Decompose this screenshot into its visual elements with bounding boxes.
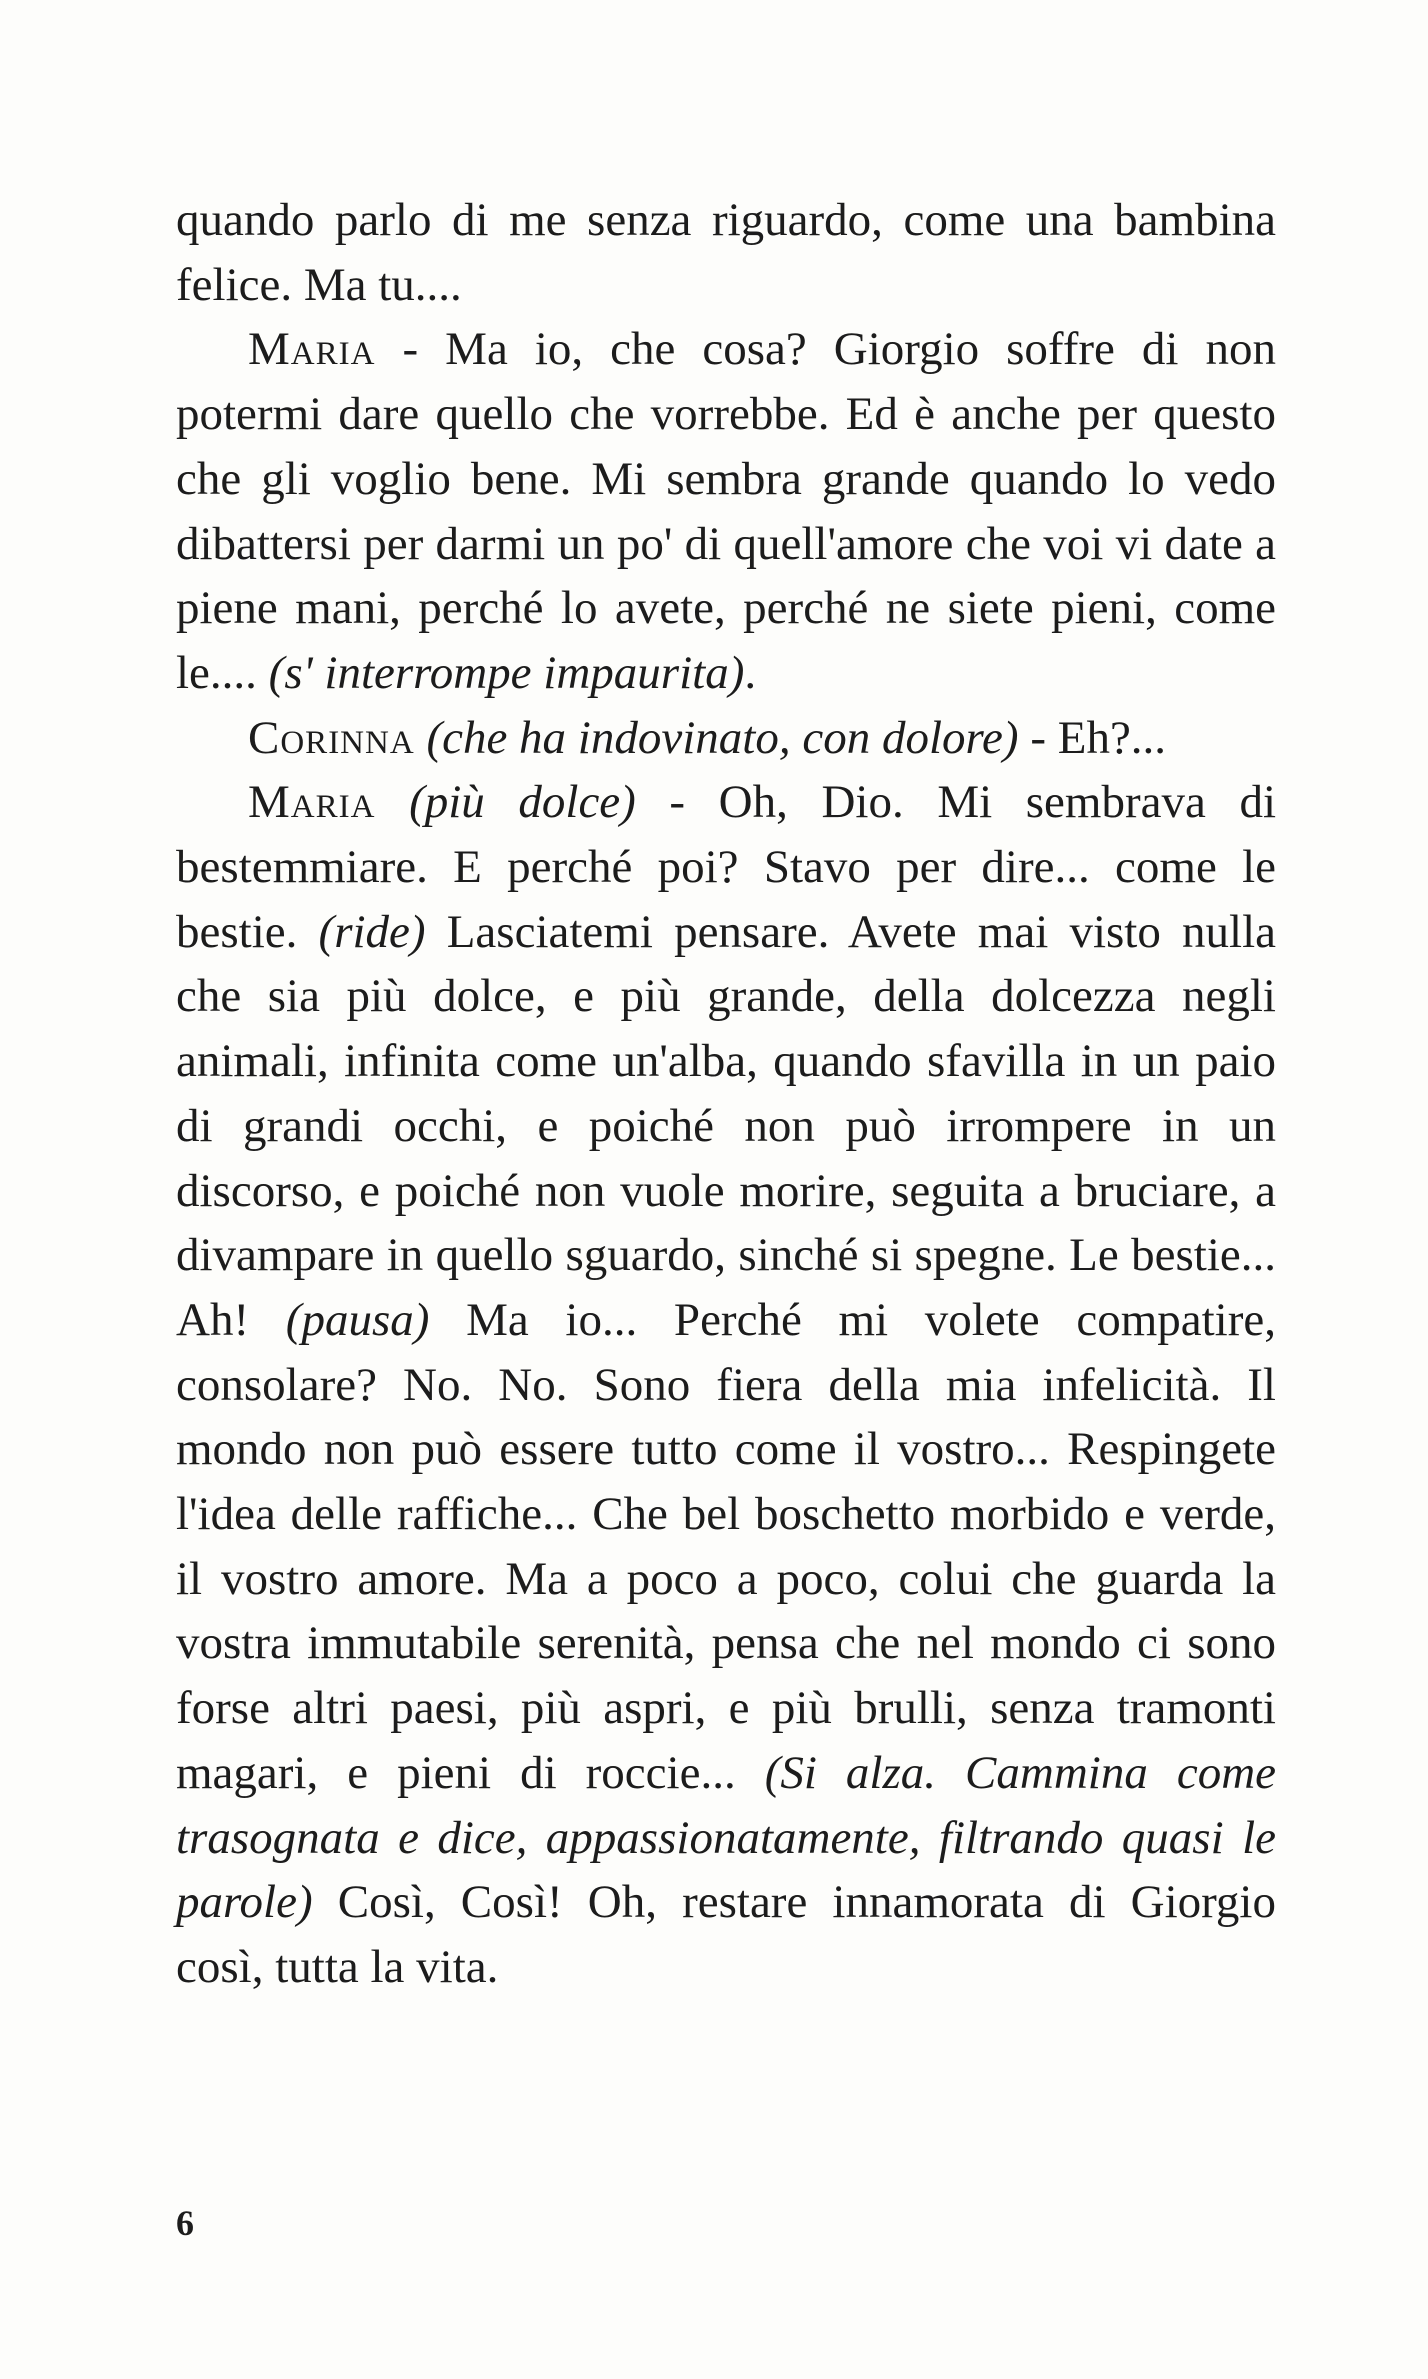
stage-direction: (che ha indovinato, con dolore) — [426, 711, 1019, 764]
dialogue-text: - Eh?... — [1018, 711, 1167, 764]
stage-direction: (più dolce) — [409, 776, 636, 829]
page-text — [176, 188, 1276, 2000]
paragraph — [176, 317, 1276, 705]
page-number: 6 — [176, 2203, 194, 2243]
stage-direction: (s' interrompe impaurita) — [268, 646, 745, 699]
dialogue-text — [375, 776, 409, 828]
stage-direction: (Si alza. Cammina come trasognata e dice, appassionatamente, filtrando quasi le parole) — [176, 1746, 1276, 1929]
dialogue-text: quando parlo di me senza riguardo, come una bambina felice. Ma tu.... — [176, 194, 1276, 311]
dialogue-text — [415, 712, 427, 764]
paragraph — [176, 770, 1276, 1999]
paragraph — [176, 188, 1276, 317]
dialogue-text: - Ma io, che cosa? Giorgio soffre di non potermi dare quello che vorrebbe. Ed è anche per questo che gli voglio bene. Mi sembra grande quando lo vedo dibattersi per darmi un po' di quell'amore che voi vi date a piene mani, perché lo avete, perché ne siete pieni, come le.... — [176, 323, 1276, 699]
paragraph — [176, 706, 1276, 771]
dialogue-text: - Oh, Dio. Mi sembrava di bestemmiare. E perché poi? Stavo per dire... come le bestie. — [176, 776, 1277, 958]
dialogue-text: Lasciatemi pensare. Avete mai visto nulla che sia più dolce, e più grande, della dolcezza negli animali, infinita come un'alba, quando sfavilla in un paio di grandi occhi, e poiché non può irrompere in un discorso, e poiché non vuole morire, seguita a bruciare, a divampare in quello sguardo, sinché si spegne. Le bestie... Ah! — [176, 905, 1276, 1346]
dialogue-text: Così, Così! Oh, restare innamorata di Giorgio così, tutta la vita. — [176, 1876, 1276, 1993]
dialogue-text: Ma io... Perché mi volete compatire, consolare? No. No. Sono fiera della mia infelicità. Il mondo non può essere tutto come il vostro... Respingete l'idea delle raffiche... Che bel boschetto morbido e verde, il vostro amore. Ma a poco a poco, colui che guarda la vostra immutabile serenità, pensa che nel mondo ci sono forse altri paesi, più aspri, e più brulli, senza tramonti magari, e pieni di roccie... — [176, 1293, 1277, 1799]
speaker-name: Maria — [248, 776, 376, 829]
speaker-name: Corinna — [248, 711, 415, 764]
stage-direction: (pausa) — [285, 1293, 430, 1346]
dialogue-text: . — [744, 646, 757, 699]
speaker-name: Maria — [248, 323, 376, 376]
stage-direction: (ride) — [318, 905, 426, 958]
